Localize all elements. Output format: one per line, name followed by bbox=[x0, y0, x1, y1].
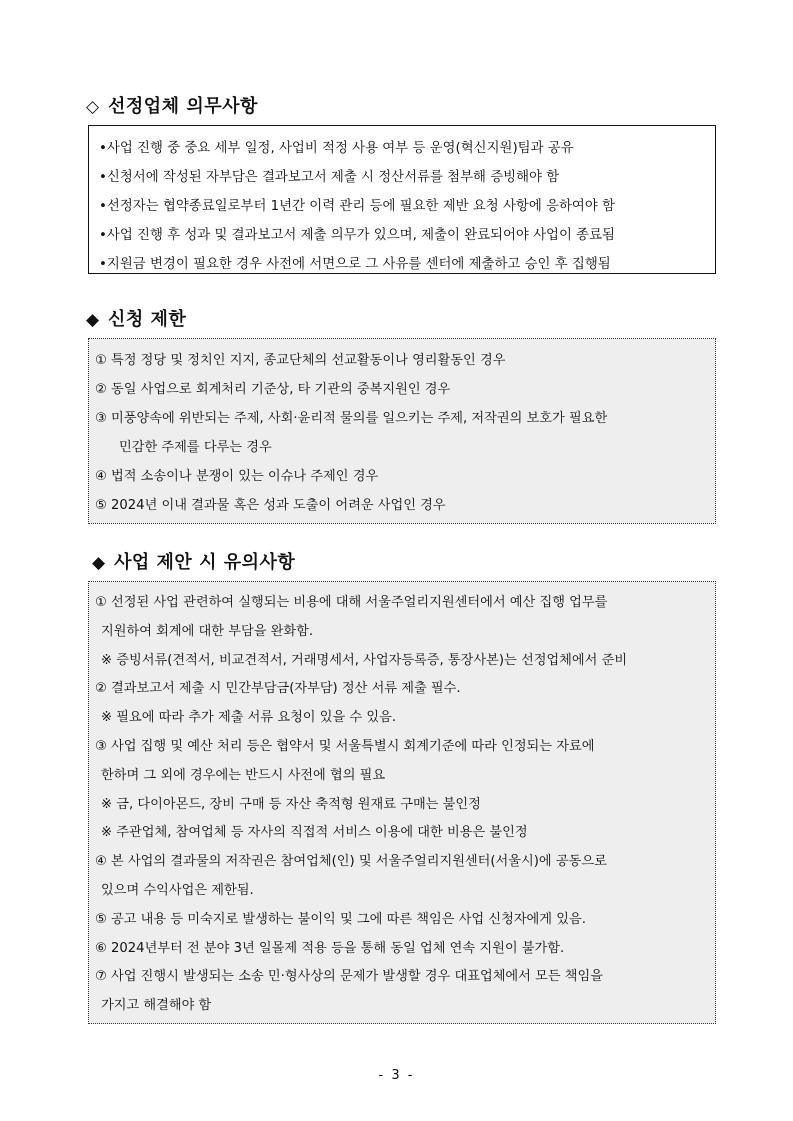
list-item-continuation: 지원하여 회계에 대한 부담을 완화함. bbox=[101, 623, 314, 639]
list-item: ① 선정된 사업 관련하여 실행되는 비용에 대해 서울주얼리지원센터에서 예산 집행 업무를 bbox=[95, 595, 608, 610]
list-item: •선정자는 협약종료일로부터 1년간 이력 관리 등에 필요한 제반 요청 사항에 응하여야 함 bbox=[99, 199, 615, 214]
section-heading-obligations bbox=[86, 92, 258, 118]
section-title: 사업 제안 시 유의사항 bbox=[114, 552, 296, 573]
list-item-continuation: 있으며 수익사업은 제한됨. bbox=[101, 882, 254, 898]
proposal-notes-box bbox=[88, 581, 716, 1024]
list-item: ④ 본 사업의 결과물의 저작권은 참여업체(인) 및 서울주얼리지원센터(서울시)에 공동으로 bbox=[95, 854, 607, 870]
list-item-continuation: 민감한 주제를 다루는 경우 bbox=[119, 440, 272, 455]
list-item: •사업 진행 후 성과 및 결과보고서 제출 의무가 있으며, 제출이 완료되어야 사업이 종료됨 bbox=[99, 228, 615, 243]
list-item-continuation: 가지고 해결해야 함 bbox=[101, 998, 212, 1014]
list-item: ③ 미풍양속에 위반되는 주제, 사회·윤리적 물의를 일으키는 주제, 저작권의 보호가 필요한 bbox=[95, 411, 608, 426]
list-item: •사업 진행 중 중요 세부 일정, 사업비 적정 사용 여부 등 운영(혁신지원)팀과 공유 bbox=[99, 141, 574, 156]
list-item-note: ※ 금, 다이아몬드, 장비 구매 등 자산 축적형 원재료 구매는 불인정 bbox=[101, 796, 481, 812]
obligations-box bbox=[88, 125, 716, 274]
list-item-note: ※ 증빙서류(견적서, 비교견적서, 거래명세서, 사업자등록증, 통장사본)는 선정업체에서 준비 bbox=[101, 652, 628, 668]
list-item: ⑦ 사업 진행시 발생되는 소송 민·형사상의 문제가 발생할 경우 대표업체에서 모든 책임을 bbox=[95, 969, 603, 985]
list-item: ② 동일 사업으로 회계처리 기준상, 타 기관의 중복지원인 경우 bbox=[95, 382, 451, 397]
list-item: ③ 사업 집행 및 예산 처리 등은 협약서 및 서울특별시 회계기준에 따라 인정되는 자료에 bbox=[95, 738, 595, 754]
list-item-note: ※ 주관업체, 참여업체 등 자사의 직접적 서비스 이용에 대한 비용은 불인정 bbox=[101, 825, 528, 841]
list-item: ⑥ 2024년부터 전 분야 3년 일몰제 적용 등을 통해 동일 업체 연속 지원이 불가함. bbox=[95, 940, 565, 956]
page-number: - 3 - bbox=[378, 1068, 415, 1083]
outline-diamond-icon: ◇ bbox=[86, 97, 100, 117]
filled-diamond-icon: ◆ bbox=[92, 553, 106, 573]
list-item-note: ※ 필요에 따라 추가 제출 서류 요청이 있을 수 있음. bbox=[101, 710, 397, 726]
list-item-continuation: 한하며 그 외에 경우에는 반드시 사전에 협의 필요 bbox=[101, 767, 386, 783]
section-title: 선정업체 의무사항 bbox=[108, 96, 258, 117]
list-item: ④ 법적 소송이나 분쟁이 있는 이슈나 주제인 경우 bbox=[95, 469, 379, 484]
list-item: ② 결과보고서 제출 시 민간부담금(자부담) 정산 서류 제출 필수. bbox=[95, 681, 461, 697]
section-title: 신청 제한 bbox=[108, 309, 187, 330]
list-item: ⑤ 2024년 이내 결과물 혹은 성과 도출이 어려운 사업인 경우 bbox=[95, 498, 446, 513]
section-heading-proposal-notes bbox=[92, 548, 295, 574]
list-item: ⑤ 공고 내용 등 미숙지로 발생하는 불이익 및 그에 따른 책임은 사업 신청자에게 있음. bbox=[95, 911, 586, 927]
list-item: •신청서에 작성된 자부담은 결과보고서 제출 시 정산서류를 첨부해 증빙해야 함 bbox=[99, 170, 560, 185]
section-heading-restrictions bbox=[86, 305, 186, 331]
restrictions-box bbox=[88, 338, 716, 524]
list-item: ① 특정 정당 및 정치인 지지, 종교단체의 선교활동이나 영리활동인 경우 bbox=[95, 353, 506, 368]
list-item: •지원금 변경이 필요한 경우 사전에 서면으로 그 사유를 센터에 제출하고 승인 후 집행됨 bbox=[99, 257, 611, 272]
filled-diamond-icon: ◆ bbox=[86, 310, 100, 330]
